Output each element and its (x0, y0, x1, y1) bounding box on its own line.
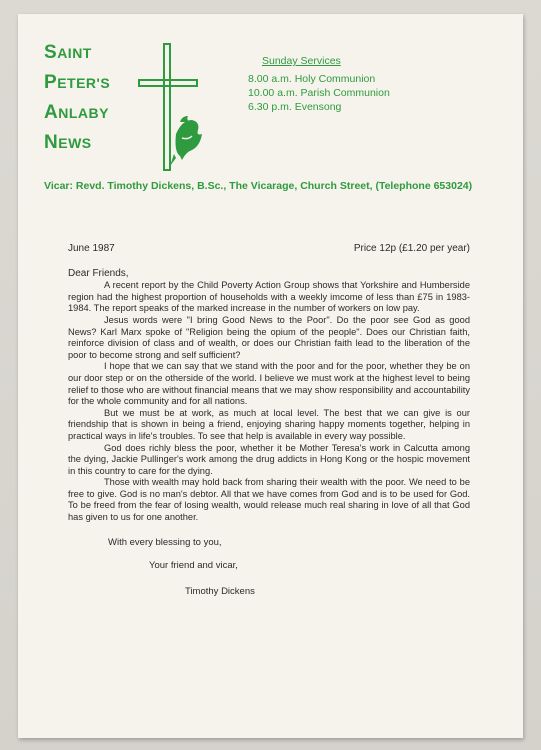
service-item: 6.30 p.m. Evensong (248, 101, 342, 113)
sunday-services (248, 54, 448, 114)
masthead-cap: N (44, 132, 59, 153)
letter-paragraph: God does richly bless the poor, whether it be Mother Teresa's work in Calcutta among the dying, Jackie Pullinger's work among the drug addicts in Hong Kong or the hospic movement in this country to care for the dying. (68, 442, 470, 476)
letter-body (68, 243, 470, 597)
masthead-cap: A (44, 102, 59, 123)
letter-closing-secondary: Your friend and vicar, (149, 560, 238, 572)
letter-signature: Timothy Dickens (185, 585, 255, 597)
masthead-rest: AINT (57, 45, 92, 61)
vicar-contact-line: Vicar: Revd. Timothy Dickens, B.Sc., The Vicarage, Church Street, (Telephone 653024) (44, 180, 473, 192)
service-item: 8.00 a.m. Holy Communion (248, 73, 376, 85)
letter-paragraph: I hope that we can say that we stand with the poor and for the poor, whether they be on our door step or on the otherside of the world. I believe we must work at the highest level to being relief to those who are without financial means that we may show responsibility and accountability for the whole community and for all nations. (68, 361, 470, 407)
letter-paragraph: But we must be at work, as much at local level. The best that we can give is our friendship that is shown in being a friend, enjoying sharing happy moments together, helping in practical ways in life's troubles. To see that help is available in every way possible. (68, 407, 470, 441)
masthead-cap: P (44, 72, 58, 93)
letter-paragraph: Jesus words were "I bring Good News to the Poor". Do the poor see God as good News? Karl Marx spoke of "Religion being the opium of the people". Does our Christian faith, reinforce division of class and of wealth, or does our Christian faith lead to the liberation of the poor to become strong and self sufficient? (68, 314, 470, 360)
letter-greeting: Dear Friends, (68, 267, 129, 279)
masthead-rest: NLABY (58, 105, 109, 121)
letter-paragraph: Those with wealth may hold back from sharing their wealth with the poor. We need to be free to give. God is no man's debtor. All that we have comes from God and is to be used for God. To be freed from the fear of losing wealth, would release much real sharing in love of all that God has given to us for one another. (68, 477, 470, 523)
masthead-cap: S (44, 42, 58, 63)
issue-price: Price 12p (£1.20 per year) (353, 243, 470, 254)
masthead-rest: ETER'S (57, 75, 111, 91)
cross-and-cockerel-icon (136, 42, 208, 178)
services-heading: Sunday Services (262, 55, 341, 67)
issue-date: June 1987 (68, 243, 115, 254)
letter-paragraph: A recent report by the Child Poverty Action Group shows that Yorkshire and Humberside region had the highest proportion of households with a weekly imcome of less than £75 in 1983-1984. The report speaks of the marked increase in the number of workers on low pay. (68, 280, 470, 314)
letter-closing: With every blessing to you, (108, 536, 222, 548)
service-item: 10.00 a.m. Parish Communion (248, 87, 390, 99)
letter-header-row (68, 243, 470, 255)
masthead-rest: EWS (58, 135, 92, 151)
